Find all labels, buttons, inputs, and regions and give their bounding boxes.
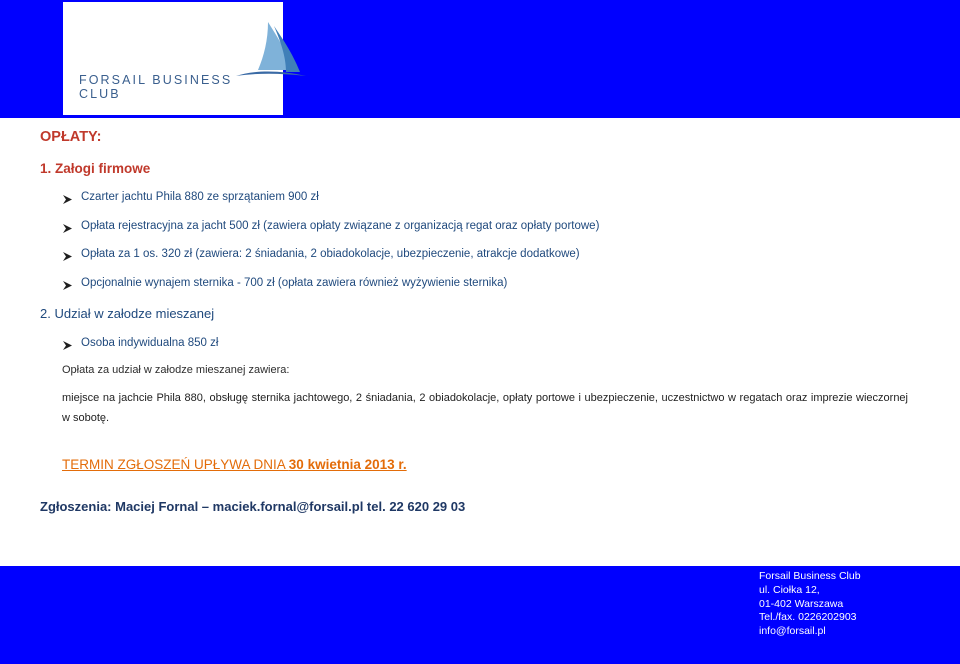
section1-title: 1. Załogi firmowe xyxy=(40,161,151,176)
deadline-prefix: TERMIN ZGŁOSZEŃ UPŁYWA DNIA xyxy=(62,457,289,472)
arrow-bullet-icon xyxy=(62,340,73,351)
list-item: Opłata za 1 os. 320 zł (zawiera: 2 śniadania, 2 obiadokolacje, ubezpieczenie, atrakcje dodatkowe) xyxy=(81,248,580,260)
list-item: Opłata rejestracyjna za jacht 500 zł (zawiera opłaty związane z organizacją regat oraz opłaty portowe) xyxy=(81,220,600,232)
arrow-bullet-icon xyxy=(62,280,73,291)
footer-address xyxy=(759,570,861,639)
deadline-date: 30 kwietnia 2013 r. xyxy=(288,457,407,472)
section2-title: 2. Udział w załodze mieszanej xyxy=(40,306,215,321)
heading: OPŁATY: xyxy=(40,129,102,145)
footer-phone: Tel./fax. 0226202903 xyxy=(759,611,857,624)
includes-label: Opłata za udział w załodze mieszanej zawiera: xyxy=(62,364,290,376)
includes-text: miejsce na jachcie Phila 880, obsługę sternika jachtowego, 2 śniadania, 2 obiadokolacje, opłaty portowe i ubezpieczenie, uczestnictwo w regatach oraz imprezie wieczornej w sobotę. xyxy=(62,392,908,424)
list-item: Opcjonalnie wynajem sternika - 700 zł (opłata zawiera również wyżywienie sternika) xyxy=(81,277,508,289)
footer-city: 01-402 Warszawa xyxy=(759,597,844,610)
contact-line: Zgłoszenia: Maciej Fornal – maciek.fornal@forsail.pl tel. 22 620 29 03 xyxy=(40,499,466,514)
list-item: Osoba indywidualna 850 zł xyxy=(81,337,219,349)
arrow-bullet-icon xyxy=(62,251,73,262)
arrow-bullet-icon xyxy=(62,194,73,205)
footer-banner xyxy=(0,566,960,664)
arrow-bullet-icon xyxy=(62,223,73,234)
footer-email[interactable]: info@forsail.pl xyxy=(759,625,826,638)
logo-text: FORSAIL BUSINESS CLUB xyxy=(79,73,233,101)
footer-name: Forsail Business Club xyxy=(759,570,861,582)
footer-street: ul. Ciołka 12, xyxy=(759,583,820,596)
deadline xyxy=(62,457,407,472)
list-item: Czarter jachtu Phila 880 ze sprzątaniem 900 zł xyxy=(81,191,319,203)
